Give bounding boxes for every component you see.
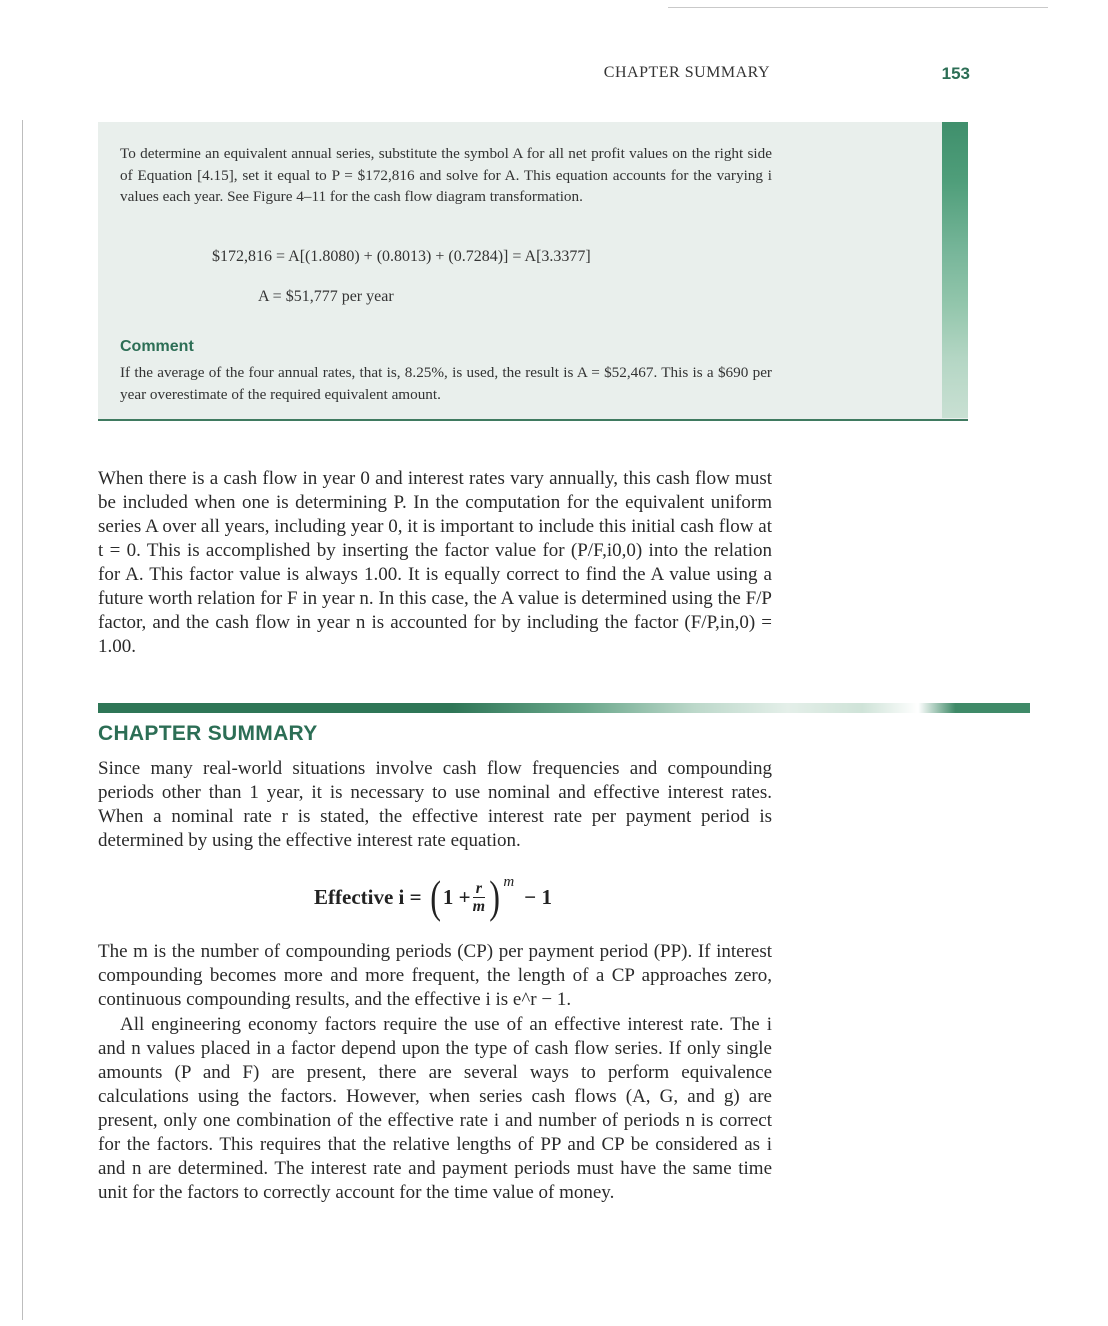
example-side-strip (942, 122, 968, 418)
top-rule (668, 7, 1048, 8)
example-paragraph: To determine an equivalent annual series, substitute the symbol A for all net profit values on the right side of Equation [4.15], set it equal to P = $172,816 and solve for A. This equation accounts for the varying i values each year. See Figure 4–11 for the cash flow diagram transformation. (120, 145, 772, 206)
paragraph-text: Since many real-world situations involve cash flow frequencies and compounding periods other than 1 year, it is necessary to use nominal and effective interest rates. When a nominal rate r is stated, the effective interest rate per payment period is determined by using the effective interest rate equation. (98, 758, 772, 851)
running-header: CHAPTER SUMMARY (603, 64, 770, 81)
comment-text: If the average of the four annual rates, that is, 8.25%, is used, the result is A = $52,467. This is a $690 per year overestimate of the required equivalent amount. (120, 364, 772, 403)
summary-paragraph-1 (98, 757, 772, 853)
paragraph-text: The m is the number of compounding periods (CP) per payment period (PP). If interest compounding becomes more and more frequent, the length of a CP approaches zero, continuous compounding results, and the effective i is e^r − 1. (98, 941, 772, 1010)
left-paren: ( (429, 871, 441, 922)
section-banner (98, 703, 1030, 713)
paragraph-text: When there is a cash flow in year 0 and interest rates vary annually, this cash flow must be included when one is determining P. In the computation for the equivalent uniform series A over all years, including year 0, it is important to include this initial cash flow at t = 0. This is accomplished by inserting the factor value for (P/F,i0,0) into the relation for A. This factor value is always 1.00. It is equally correct to find the A value using a future worth relation for F in year n. In this case, the A value is determined using the F/P factor, and the cash flow in year n is accounted for by including the factor (F/P,in,0) = 1.00. (98, 468, 772, 657)
example-equation-2: A = $51,777 per year (258, 288, 394, 305)
example-bottom-rule (98, 419, 968, 421)
fraction-denominator: m (472, 897, 486, 915)
paragraph-text: All engineering economy factors require the use of an effective interest rate. The i and n values placed in a factor depend upon the type of cash flow series. If only single amounts (P and F) are present, there are several ways to perform equivalence calculations using the factors. However, when series cash flows (A, G, and g) are present, only one combination of the effective rate i and number of periods n is correct for the factors. This requires that the relative lengths of PP and CP be considered as i and n are determined. The interest rate and payment periods must have the same time unit for the factors to correctly account for the time value of money. (98, 1014, 772, 1203)
page-spine (22, 120, 23, 1320)
formula-fraction (473, 880, 485, 915)
example-text (120, 143, 772, 208)
effective-rate-formula (314, 868, 552, 926)
body-paragraph (98, 467, 772, 659)
formula-one: 1 + (442, 884, 471, 909)
summary-paragraph-3 (98, 1013, 772, 1205)
comment-heading: Comment (120, 338, 194, 355)
right-paren: ) (489, 871, 501, 922)
formula-exponent: m (503, 873, 515, 890)
formula-lhs: Effective i = (314, 884, 422, 909)
section-heading: CHAPTER SUMMARY (98, 722, 318, 745)
fraction-numerator: r (473, 880, 485, 898)
example-equation-1: $172,816 = A[(1.8080) + (0.8013) + (0.7284)] = A[3.3377] (212, 248, 591, 265)
summary-paragraph-2 (98, 940, 772, 1012)
formula-tail: − 1 (524, 884, 552, 909)
page-number: 153 (941, 64, 970, 83)
